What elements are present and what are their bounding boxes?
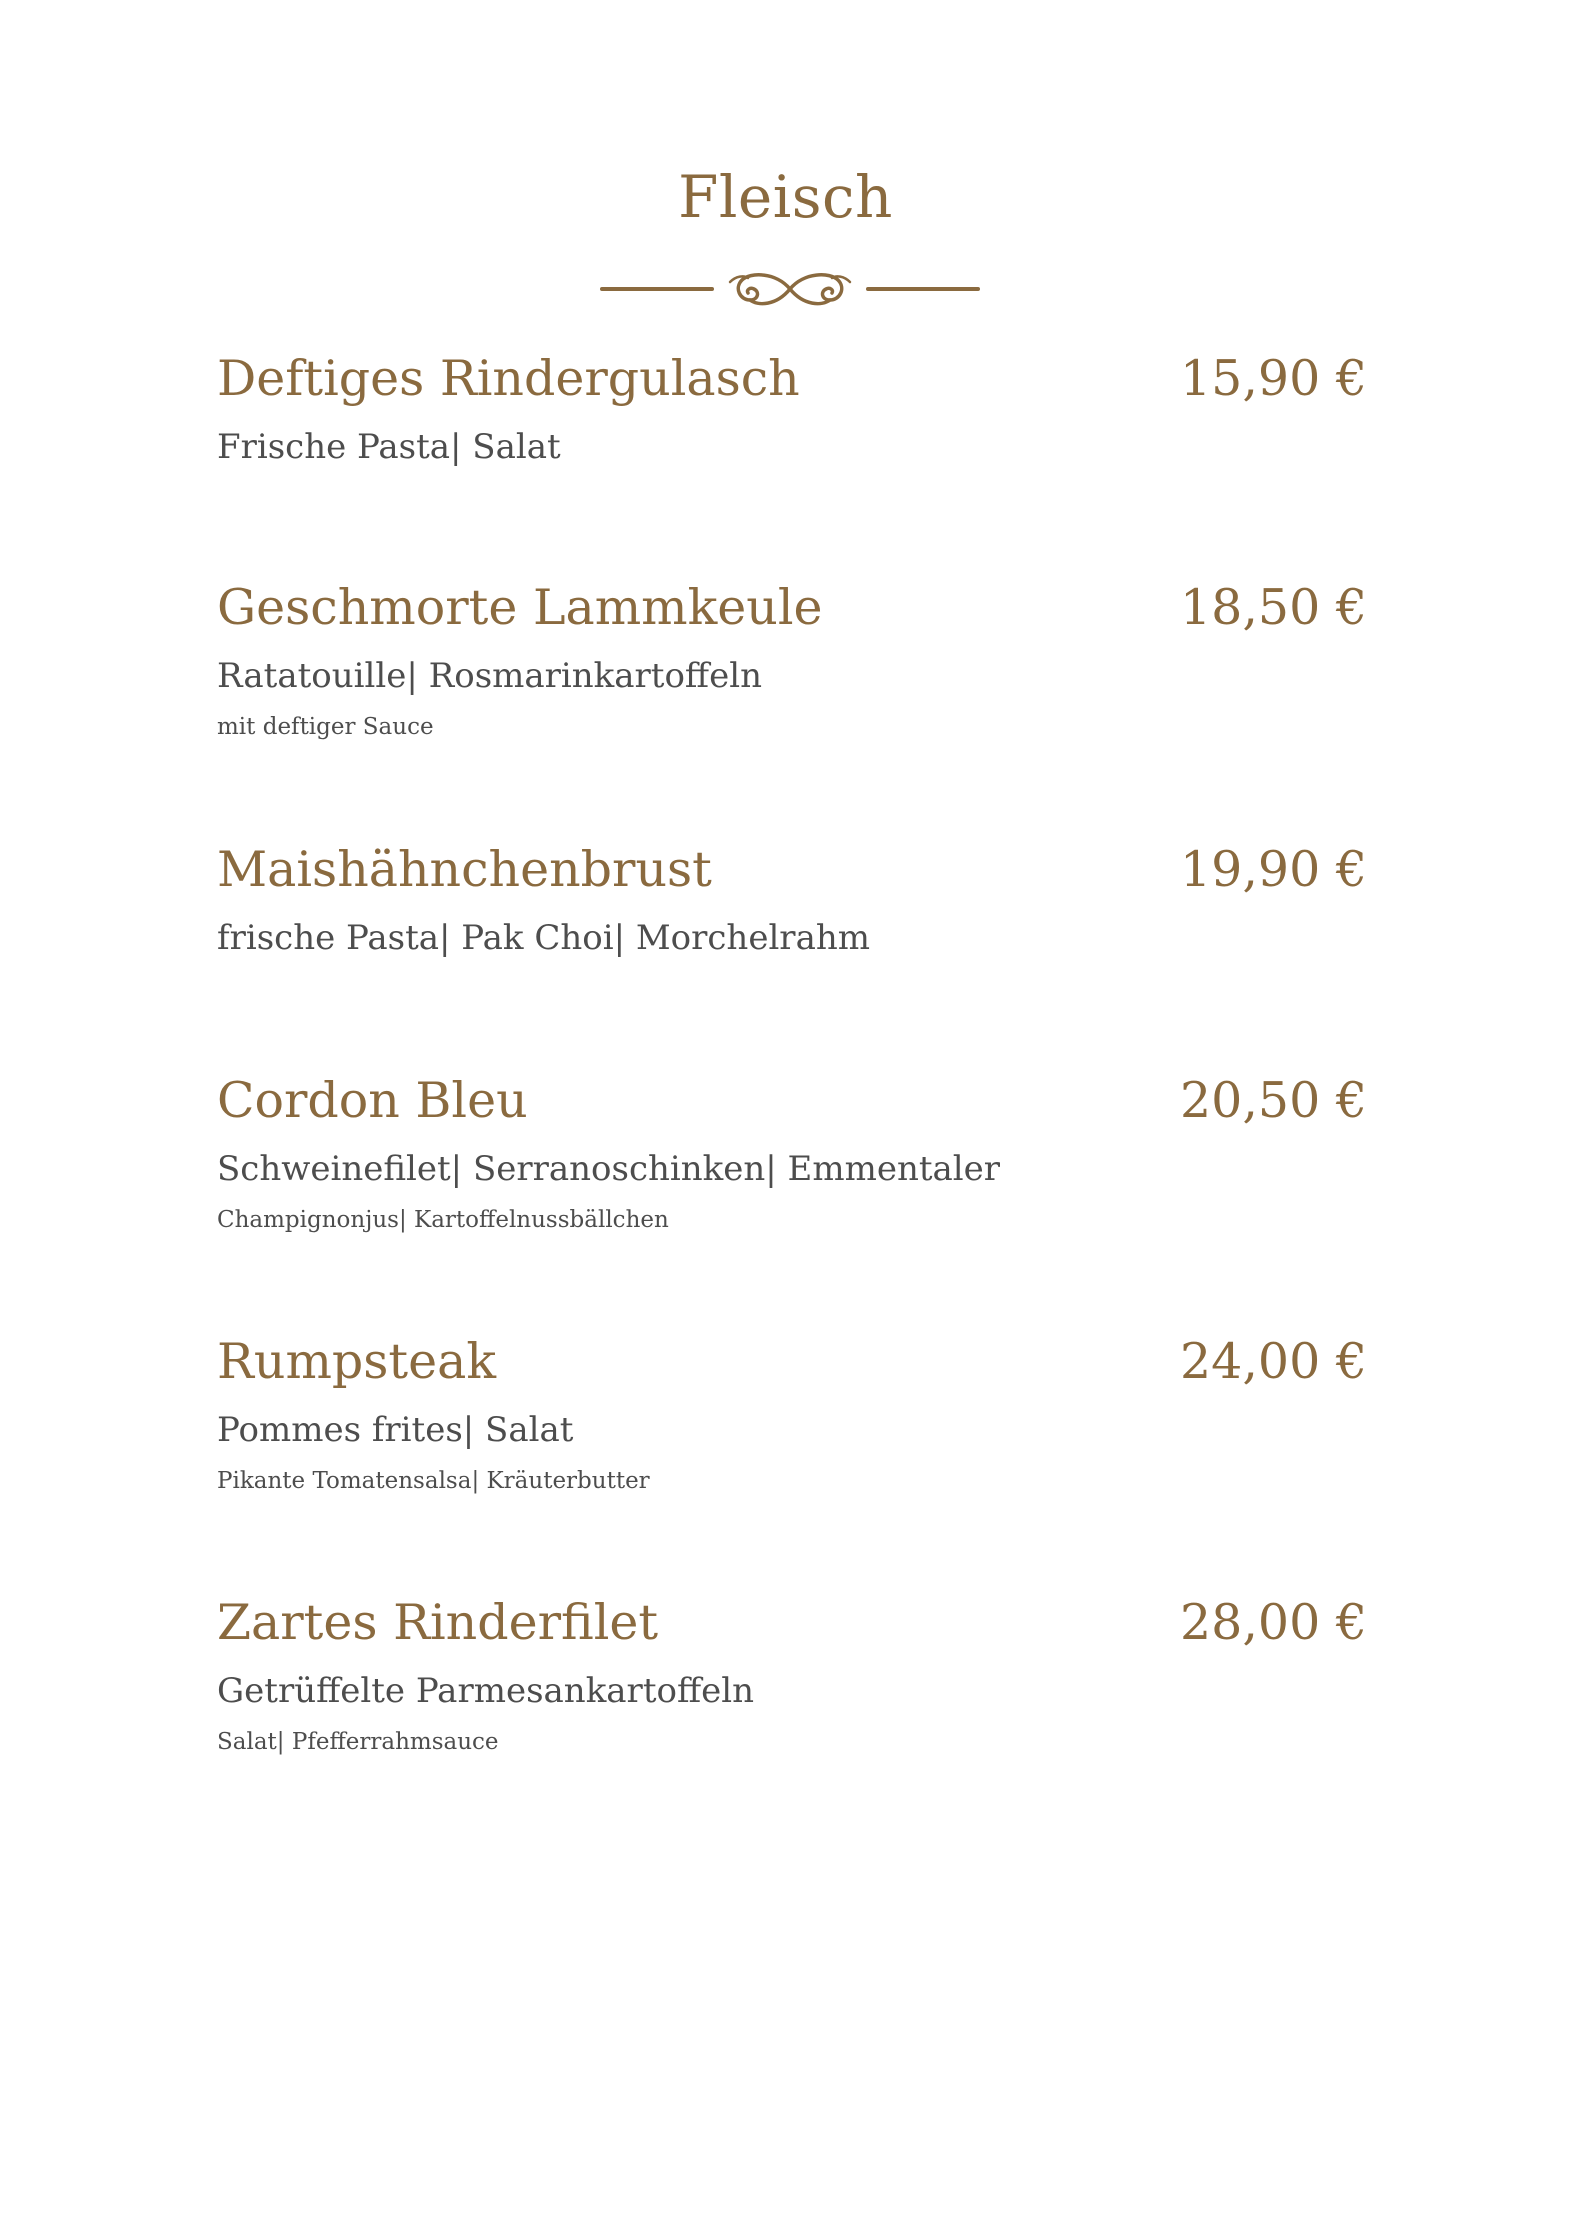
dish-price: 20,50 € [1179,1072,1367,1129]
dish-name: Deftiges Rindergulasch [217,350,800,407]
dish-note: Salat| Pfefferrahmsauce [217,1729,499,1755]
flourish-divider-icon [600,262,980,316]
dish-description: Getrüffelte Parmesankartoffeln [217,1671,754,1711]
dish-description: Frische Pasta| Salat [217,427,561,467]
dish-price: 19,90 € [1179,841,1367,898]
dish-price: 15,90 € [1179,350,1367,407]
dish-price: 18,50 € [1179,579,1367,636]
dish-description: Ratatouille| Rosmarinkartoffeln [217,656,762,696]
dish-description: Schweinefilet| Serranoschinken| Emmentaler [217,1149,1001,1189]
dish-description: frische Pasta| Pak Choi| Morchelrahm [217,918,870,958]
section-heading: Fleisch [678,163,893,231]
dish-price: 28,00 € [1179,1594,1367,1651]
dish-price: 24,00 € [1179,1333,1367,1390]
dish-name: Maishähnchenbrust [217,841,712,898]
dish-name: Cordon Bleu [217,1072,528,1129]
dish-note: mit deftiger Sauce [217,714,434,740]
dish-note: Pikante Tomatensalsa| Kräuterbutter [217,1468,650,1494]
dish-note: Champignonjus| Kartoffelnussbällchen [217,1207,669,1233]
dish-name: Rumpsteak [217,1333,497,1390]
dish-name: Geschmorte Lammkeule [217,579,823,636]
dish-description: Pommes frites| Salat [217,1410,574,1450]
dish-name: Zartes Rinderfilet [217,1594,659,1651]
